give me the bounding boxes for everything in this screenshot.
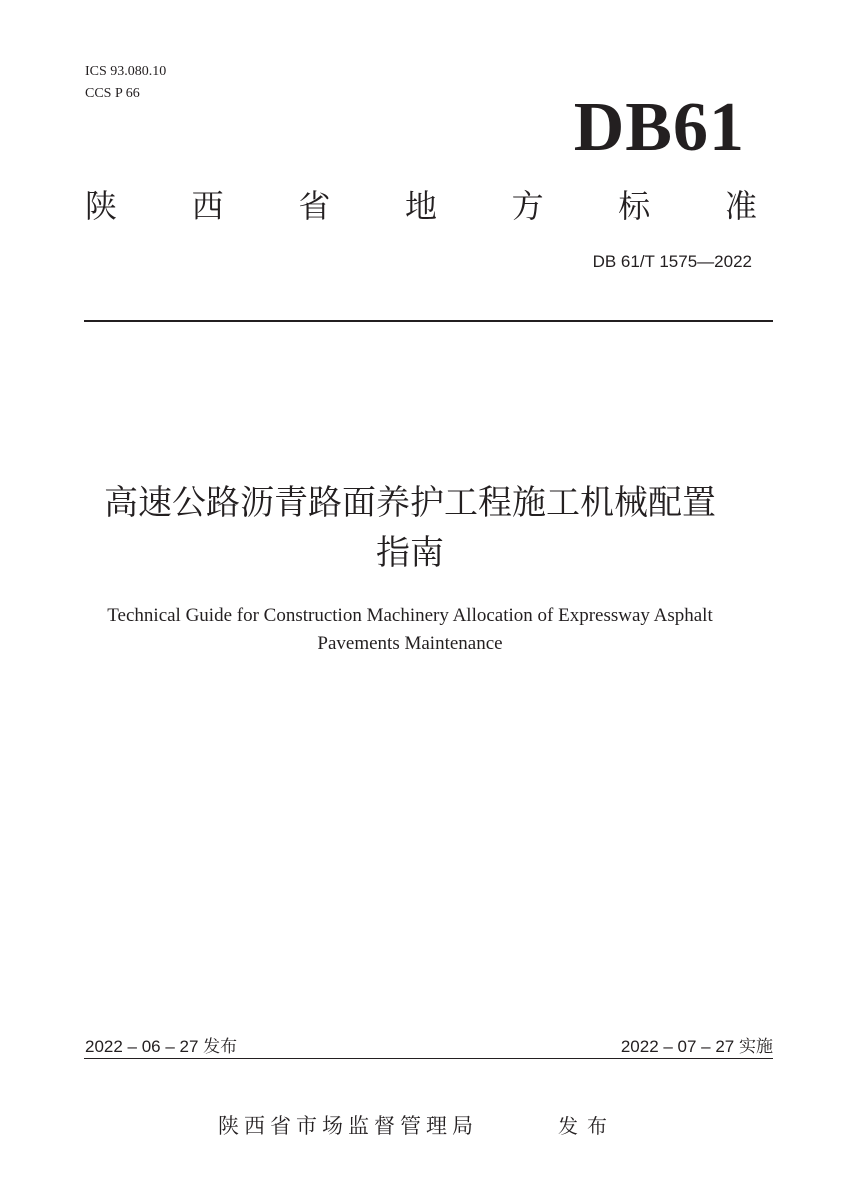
standard-type-char: 省 bbox=[298, 187, 331, 225]
publish-label: 发布 bbox=[558, 1114, 616, 1138]
title-chinese bbox=[60, 478, 760, 578]
title-english-line-2: Pavements Maintenance bbox=[317, 633, 503, 654]
title-chinese-line-1: 高速公路沥青路面养护工程施工机械配置 bbox=[104, 483, 716, 523]
standard-type-char: 标 bbox=[618, 187, 651, 225]
ccs-code: CCS P 66 bbox=[85, 86, 140, 101]
title-english-line-1: Technical Guide for Construction Machinery Allocation of Expressway Asphalt bbox=[107, 605, 713, 626]
top-divider bbox=[84, 320, 773, 322]
issue-date: 2022 – 06 – 27 发布 bbox=[85, 1037, 238, 1056]
standard-type-char: 西 bbox=[191, 187, 224, 225]
issuing-authority: 陕西省市场监督管理局 bbox=[218, 1114, 478, 1138]
standard-type-heading bbox=[85, 184, 757, 228]
ics-code: ICS 93.080.10 bbox=[85, 64, 167, 79]
standard-type-char: 地 bbox=[404, 187, 437, 225]
bottom-divider bbox=[84, 1058, 773, 1059]
standard-number: DB 61/T 1575—2022 bbox=[592, 252, 752, 271]
standard-mark: DB61 bbox=[573, 89, 745, 166]
standard-type-char: 方 bbox=[511, 187, 544, 225]
implementation-date: 2022 – 07 – 27 实施 bbox=[620, 1037, 773, 1056]
title-chinese-line-2: 指南 bbox=[376, 533, 444, 573]
title-english bbox=[60, 602, 760, 658]
standard-type-char: 准 bbox=[724, 187, 757, 225]
standard-type-char: 陕 bbox=[85, 187, 118, 225]
